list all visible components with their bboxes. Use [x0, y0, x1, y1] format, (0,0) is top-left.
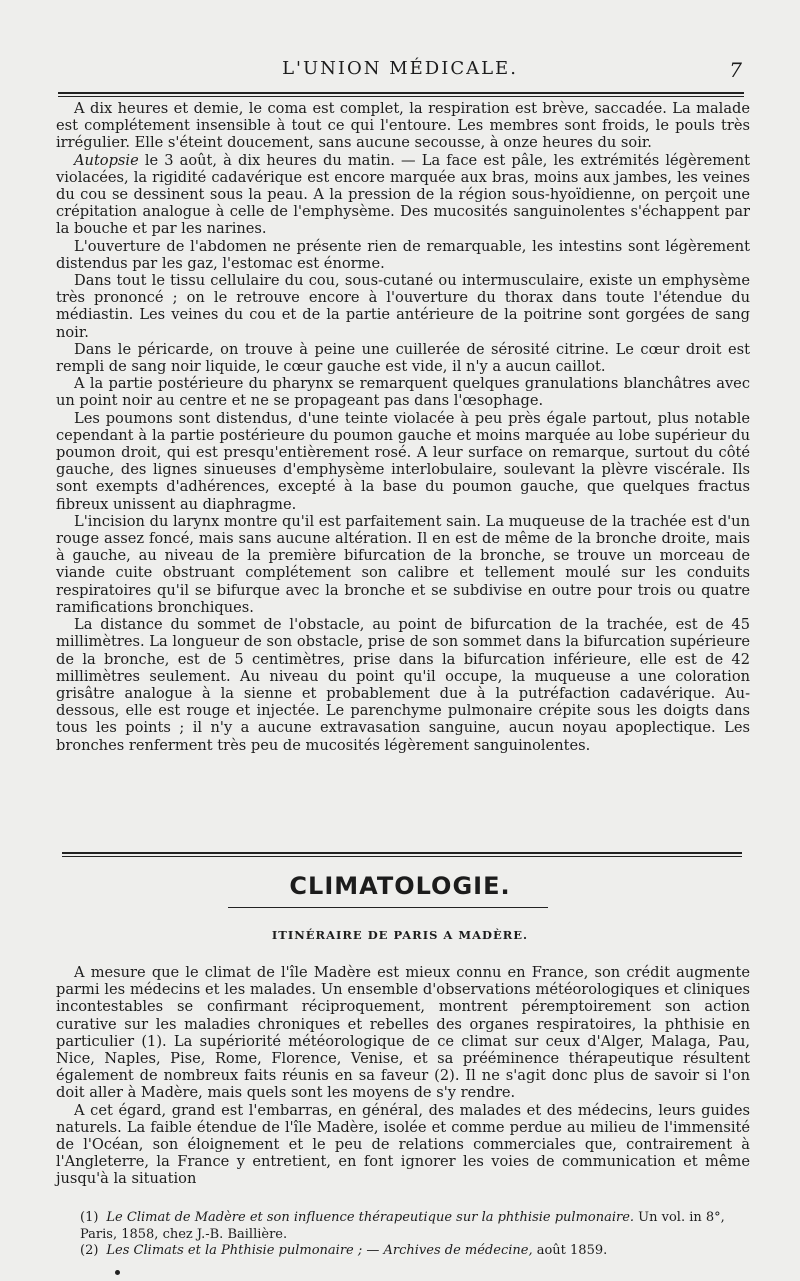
footnote-number: (2): [80, 1243, 99, 1258]
footnote-source: août 1859.: [532, 1243, 608, 1258]
paragraph: A mesure que le climat de l'île Madère est mieux connu en France, son crédit augmente parmi les médecins et les malades. Un ensemble d'observations météorologiques et cliniques incontestables se confirmant réciproquement, montrent péremptoirement son action curative sur les maladies chroniques et rebelles des organes respiratoires, la phthisie en particulier (1). La supériorité météorologique de ce climat sur ceux d'Alger, Malaga, Pau, Nice, Naples, Pise, Rome, Florence, Venise, et sa prééminence thérapeutique résultent également de nombreux faits réunis en sa faveur (2). Il ne s'agit donc plus de savoir si l'on doit aller à Madère, mais quels sont les moyens de s'y rendre.: [56, 964, 750, 1102]
paragraph: Les poumons sont distendus, d'une teinte violacée à peu près égale partout, plus notable cependant à la partie postérieure du poumon gauche et moins marquée au lobe supérieur du poumon droit, qui est presqu'entièrement rosé. A leur surface on remarque, surtout du côté gauche, des lignes sinueuses d'emphysème interlobulaire, soulevant la plèvre viscérale. Ils sont exempts d'adhérences, excepté à la base du poumon gauche, que quelques fractus fibreux unissent au diaphragme.: [56, 409, 750, 513]
title-rule: [228, 907, 548, 908]
running-title: L'UNION MÉDICALE.: [282, 58, 518, 79]
footnote-number: (1): [80, 1210, 99, 1225]
page-number: 7: [729, 58, 742, 82]
footnote-title: Les Climats et la Phthisie pulmonaire ; — Archives de médecine,: [106, 1243, 533, 1258]
section-divider: [62, 852, 742, 857]
paragraph: L'ouverture de l'abdomen ne présente rien de remarquable, les intestins sont légèrement distendus par les gaz, l'estomac est énorme.: [56, 237, 750, 272]
climatology-text: [56, 964, 750, 1188]
paragraph: Dans le péricarde, on trouve à peine une cuillerée de sérosité citrine. Le cœur droit est rempli de sang noir liquide, le cœur gauche est vide, il n'y a aucun caillot.: [56, 340, 750, 376]
footnote-title: Le Climat de Madère et son influence thérapeutique sur la phthisie pulmonaire.: [106, 1210, 635, 1225]
paragraph: A la partie postérieure du pharynx se remarquent quelques granulations blanchâtres avec un point noir au centre et ne se propageant pas dans l'œsophage.: [56, 375, 750, 410]
paragraph: A dix heures et demie, le coma est complet, la respiration est brève, saccadée. La malade est complétement insensible à tout ce qui l'entoure. Les membres sont froids, le pouls très irrégulier. Elle s'éteint doucement, sans aucune secousse, à onze heures du soir.: [56, 100, 750, 152]
header-rule: [58, 92, 744, 97]
autopsy-paragraph: [56, 152, 750, 238]
footnotes: [58, 1210, 750, 1260]
footnote-source: Un vol. in 8°, Paris, 1858, chez J.-B. Baillière.: [80, 1210, 725, 1242]
footnote: [58, 1243, 750, 1260]
section-subtitle: ITINÉRAIRE DE PARIS A MADÈRE.: [271, 928, 529, 942]
autopsy-lead: Autopsie: [74, 151, 139, 169]
autopsy-text: le 3 août, à dix heures du matin. — La face est pâle, les extrémités légèrement violacées, la rigidité cadavérique est encore marquée aux bras, moins aux jambes, les veines du cou se dessinent sous la peau. A la pression de la région sous-hyoïdienne, on perçoit une crépitation analogue à celle de l'emphysème. Des mucosités sanguinolentes s'échappent par la bouche et par les narines.: [56, 151, 750, 238]
case-report-text: [56, 100, 750, 754]
paragraph: Dans tout le tissu cellulaire du cou, sous-cutané ou intermusculaire, existe un emphysème très prononcé ; on le retrouve encore à l'ouverture du thorax dans toute l'étendue du médiastin. Les veines du cou et de la partie antérieure de la poitrine sont gorgées de sang noir.: [56, 272, 750, 341]
running-head: [0, 58, 800, 86]
footnote: [58, 1210, 750, 1243]
paragraph: A cet égard, grand est l'embarras, en général, des malades et des médecins, leurs guides naturels. La faible étendue de l'île Madère, isolée et comme perdue au milieu de l'immensité de l'Océan, son éloignement et le peu de relations commerciales que, contrairement à l'Angleterre, la France y entretient, en font ignorer les voies de communication et même jusqu'à la situation: [56, 1101, 750, 1188]
section-title: CLIMATOLOGIE.: [289, 872, 511, 900]
paragraph: La distance du sommet de l'obstacle, au point de bifurcation de la trachée, est de 45 millimètres. La longueur de son obstacle, prise de son sommet dans la bifurcation supérieure de la bronche, est de 5 centimètres, prise dans la bifurcation inférieure, elle est de 42 millimètres seulement. Au niveau du point qu'il occupe, la muqueuse a une coloration grisâtre analogue à la sienne et probablement due à la putréfaction cadavérique. Au-dessous, elle est rouge et injectée. Le parenchyme pulmonaire crépite sous les doigts dans tous les points ; il n'y a aucune extravasation sanguine, aucun noyau apoplectique. Les bronches renferment très peu de mucosités légèrement sanguinolentes.: [56, 616, 750, 754]
ink-mark: [115, 1270, 120, 1275]
paragraph: L'incision du larynx montre qu'il est parfaitement sain. La muqueuse de la trachée est d'un rouge assez foncé, mais sans aucune altération. Il en est de même de la bronche droite, mais à gauche, au niveau de la première bifurcation de la bronche, se trouve un morceau de viande cuite obstruant complétement son calibre et tellement moulé sur les conduits respiratoires qu'il se bifurque avec la bronche et se subdivise en outre pour trois ou quatre ramifications bronchiques.: [56, 512, 750, 616]
